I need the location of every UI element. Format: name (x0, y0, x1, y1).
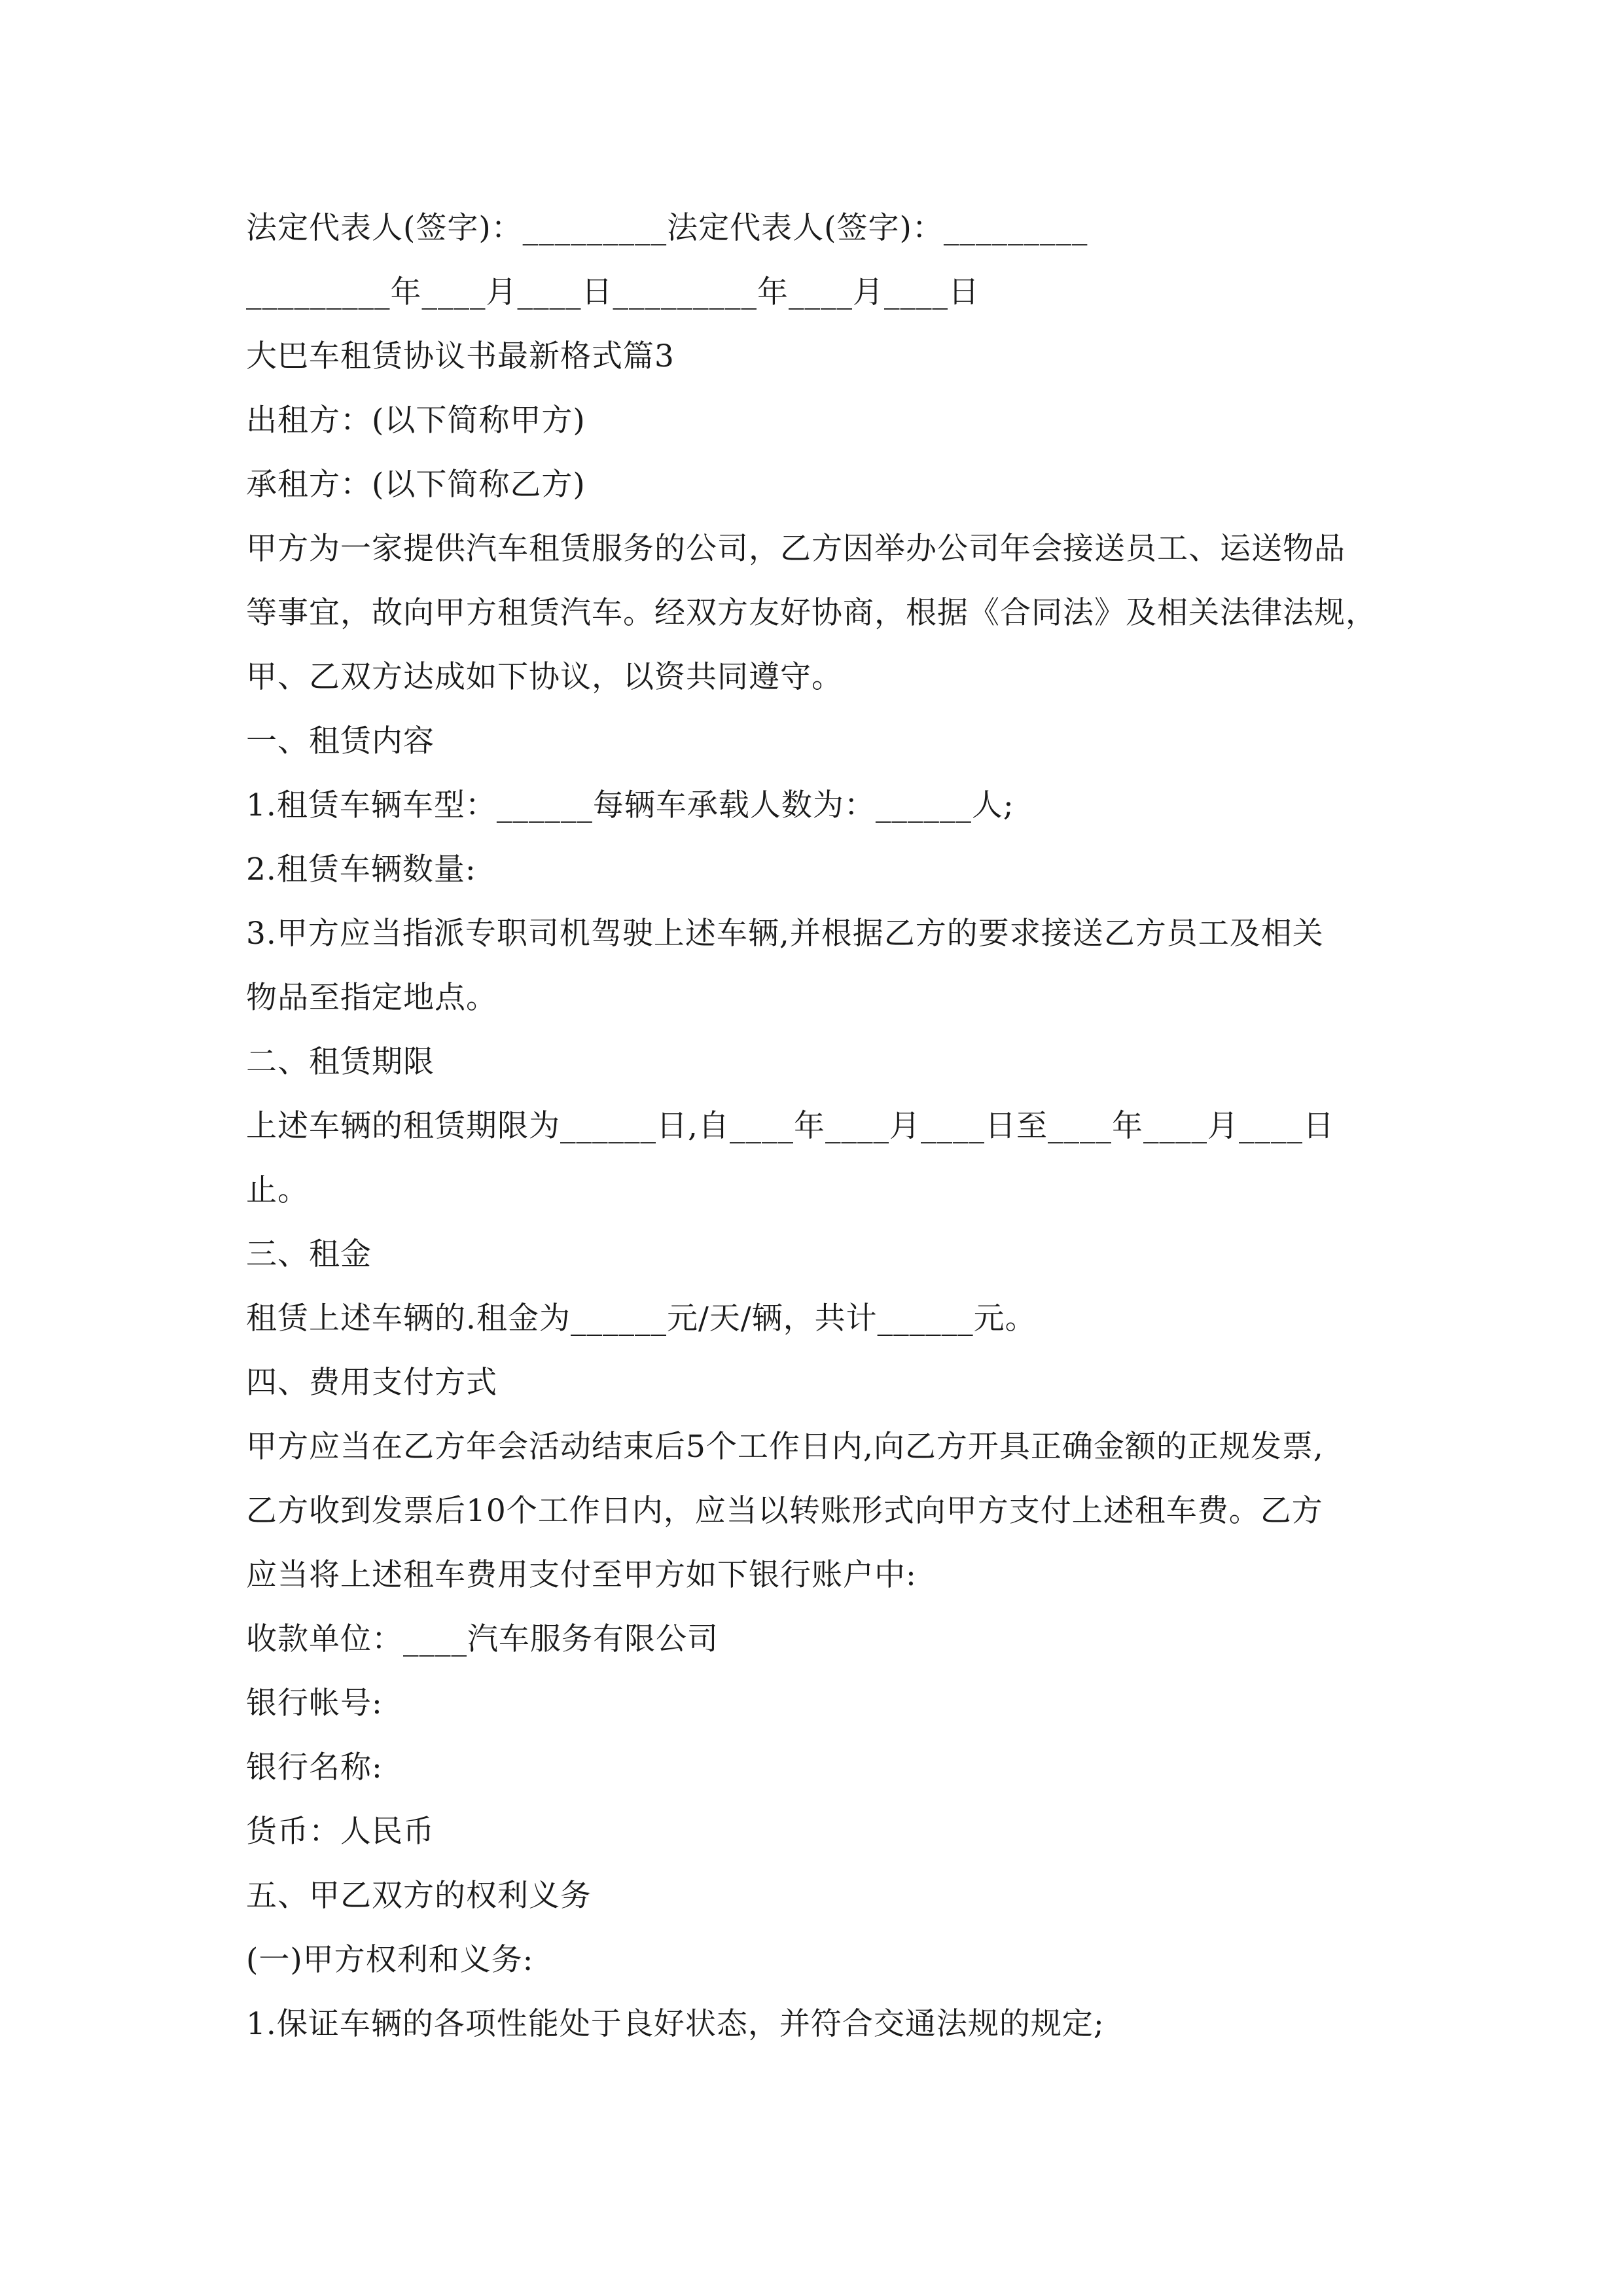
bank-name-line: 银行名称: (246, 1749, 383, 1785)
clause-line: 上述车辆的租赁期限为______日,自____年____月____日至____年____月____日 (246, 1108, 1334, 1144)
clause-line: 1.保证车辆的各项性能处于良好状态，并符合交通法规的规定; (246, 2006, 1105, 2042)
paragraph-line: 应当将上述租车费用支付至甲方如下银行账户中: (246, 1557, 917, 1593)
document-body (246, 196, 1385, 2056)
paragraph-line: 甲、乙双方达成如下协议，以资共同遵守。 (246, 659, 843, 695)
clause-line: 2.租赁车辆数量: (246, 852, 476, 888)
payee-line: 收款单位：____汽车服务有限公司 (246, 1621, 719, 1657)
heading-rental-term: 二、租赁期限 (246, 1044, 435, 1080)
paragraph-line: 甲方应当在乙方年会活动结束后5个工作日内,向乙方开具正确金额的正规发票, (246, 1429, 1324, 1465)
lessee-line: 承租方：(以下简称乙方) (246, 467, 586, 503)
currency-line: 货币：人民币 (246, 1814, 435, 1850)
signature-line: 法定代表人(签字)：_________法定代表人(签字)：_________ (246, 210, 1088, 246)
heading-rental-content: 一、租赁内容 (246, 723, 435, 759)
paragraph-line: 甲方为一家提供汽车租赁服务的公司，乙方因举办公司年会接送员工、运送物品 (246, 531, 1346, 567)
date-line: _________年____月____日_________年____月____日 (246, 274, 980, 310)
clause-line: 3.甲方应当指派专职司机驾驶上述车辆,并根据乙方的要求接送乙方员工及相关 (246, 916, 1324, 952)
heading-payment: 四、费用支付方式 (246, 1365, 497, 1401)
clause-line: 1.租赁车辆车型：______每辆车承载人数为：______人; (246, 787, 1014, 823)
paragraph-line: 乙方收到发票后10个工作日内，应当以转账形式向甲方支付上述租车费。乙方 (246, 1493, 1323, 1529)
lessor-line: 出租方：(以下简称甲方) (246, 403, 586, 439)
bank-account-line: 银行帐号: (246, 1685, 383, 1721)
clause-line: 止。 (246, 1172, 309, 1208)
heading-rights-obligations: 五、甲乙双方的权利义务 (246, 1878, 592, 1914)
paragraph-line: 等事宜，故向甲方租赁汽车。经双方友好协商，根据《合同法》及相关法律法规， (246, 595, 1377, 631)
clause-line: 租赁上述车辆的.租金为______元/天/辆，共计______元。 (246, 1300, 1037, 1336)
section-title: 大巴车租赁协议书最新格式篇3 (246, 338, 675, 374)
clause-line: 物品至指定地点。 (246, 980, 497, 1016)
subheading-party-a: (一)甲方权利和义务: (246, 1942, 534, 1978)
heading-rent: 三、租金 (246, 1236, 372, 1272)
